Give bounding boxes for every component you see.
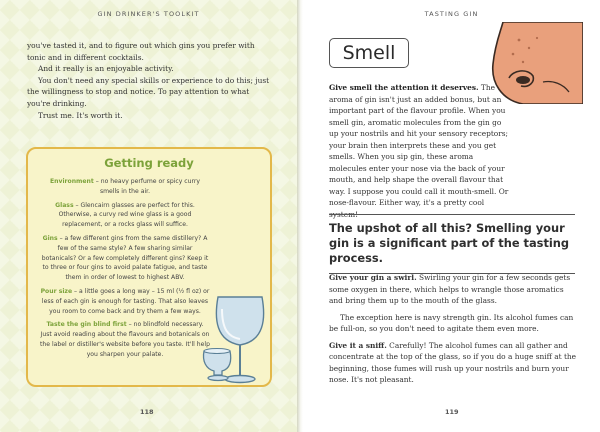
left-paragraph: You don't need any special skills or experience to do this; just the willingness to stop and notice. To pay attention to what you're drinking. bbox=[27, 75, 270, 108]
item-term: Gins bbox=[42, 234, 58, 242]
swirl-lead: Give your gin a swirl. bbox=[329, 273, 417, 282]
getting-ready-list bbox=[40, 177, 210, 364]
list-item bbox=[40, 234, 210, 283]
left-page bbox=[0, 0, 297, 432]
list-item bbox=[40, 201, 210, 230]
item-term: Taste the gin blind first bbox=[46, 321, 127, 329]
exception-paragraph: The exception here is navy strength gin. Its alcohol fumes can be full-on, so you don't need to agitate them even more. bbox=[329, 312, 574, 333]
item-text: – a little goes a long way – 15 ml (½ fl oz) or less of each gin is enough for tasting. That also leaves you room to come back and try them a few ways. bbox=[41, 287, 210, 315]
glasses-illustration-icon bbox=[200, 289, 270, 387]
right-running-head: TASTING GIN bbox=[424, 10, 479, 18]
intro-lead: Give smell the attention it deserves. bbox=[329, 83, 479, 92]
item-term: Glass bbox=[55, 201, 74, 209]
sniff-paragraph bbox=[329, 340, 579, 386]
section-title: Smell bbox=[329, 38, 409, 68]
intro-paragraph bbox=[329, 82, 509, 220]
left-paragraph: Trust me. It's worth it. bbox=[38, 110, 123, 120]
left-running-head: GIN DRINKER'S TOOLKIT bbox=[97, 10, 200, 18]
item-term: Pour size bbox=[40, 287, 73, 295]
getting-ready-title: Getting ready bbox=[104, 156, 194, 170]
list-item bbox=[40, 287, 210, 316]
item-text: – no heavy perfume or spicy curry smells in the air. bbox=[93, 178, 201, 195]
list-item bbox=[40, 177, 210, 197]
callout-quote: The upshot of all this? Smelling your gin is a significant part of the tasting process. bbox=[329, 214, 575, 274]
smell-steps bbox=[329, 272, 579, 391]
swirl-paragraph bbox=[329, 272, 579, 307]
page-number-left: 118 bbox=[140, 408, 154, 416]
sniff-text: Carefully! The alcohol fumes can all gather and concentrate at the top of the glass, so if you do a huge sniff at the beginning, those fumes will rush up your nostrils and burn your nose. It's not pleasant. bbox=[329, 340, 577, 384]
right-page bbox=[303, 0, 600, 432]
item-term: Environment bbox=[49, 178, 94, 185]
page-number-right: 119 bbox=[445, 408, 459, 416]
left-paragraph: you've tasted it, and to figure out which gins you prefer with tonic and in different cocktails. bbox=[27, 41, 255, 62]
list-item bbox=[40, 320, 210, 359]
swirl-text: Swirling your gin for a few seconds gets some oxygen in there, which helps to wrangle those aromatics and bring them up to the mouth of the glass. bbox=[329, 273, 571, 305]
left-paragraph: And it really is an enjoyable activity. bbox=[38, 64, 174, 74]
smell-intro bbox=[329, 82, 579, 220]
item-text: – Glencairn glasses are perfect for this. Otherwise, a curvy red wine glass is a good replacement, or a rocks glass will suffice. bbox=[58, 201, 195, 229]
item-text: – a few different gins from the same distillery? A few of the same style? A few sharing similar botanicals? Or a few completely different gins? Keep it to three or four gins to avoid palate fatigue, and taste them in order of lowest to highest ABV. bbox=[41, 234, 209, 282]
sniff-lead: Give it a sniff. bbox=[329, 340, 387, 350]
intro-text: The aroma of gin isn't just an added bonus, but an important part of the flavour profile. When you smell gin, aromatic molecules from the gin go up your nostrils and hit your sensory receptors; your brain then interprets these and you get smells. When you sip gin, these aroma molecules enter your nose via the back of your mouth, and help shape the overall flavour that way. I suppose you could call it mouth-smell. Or nose-flavour. Either way, it's a pretty cool system! bbox=[329, 83, 509, 219]
item-text: – no blindfold necessary. Just avoid reading about the flavours and botanicals on the label or distiller's website before you taste. It'll help you sharpen your palate. bbox=[40, 321, 210, 358]
glencairn-glass-icon bbox=[203, 349, 230, 381]
left-body-text bbox=[27, 40, 273, 121]
getting-ready-box bbox=[26, 147, 272, 387]
